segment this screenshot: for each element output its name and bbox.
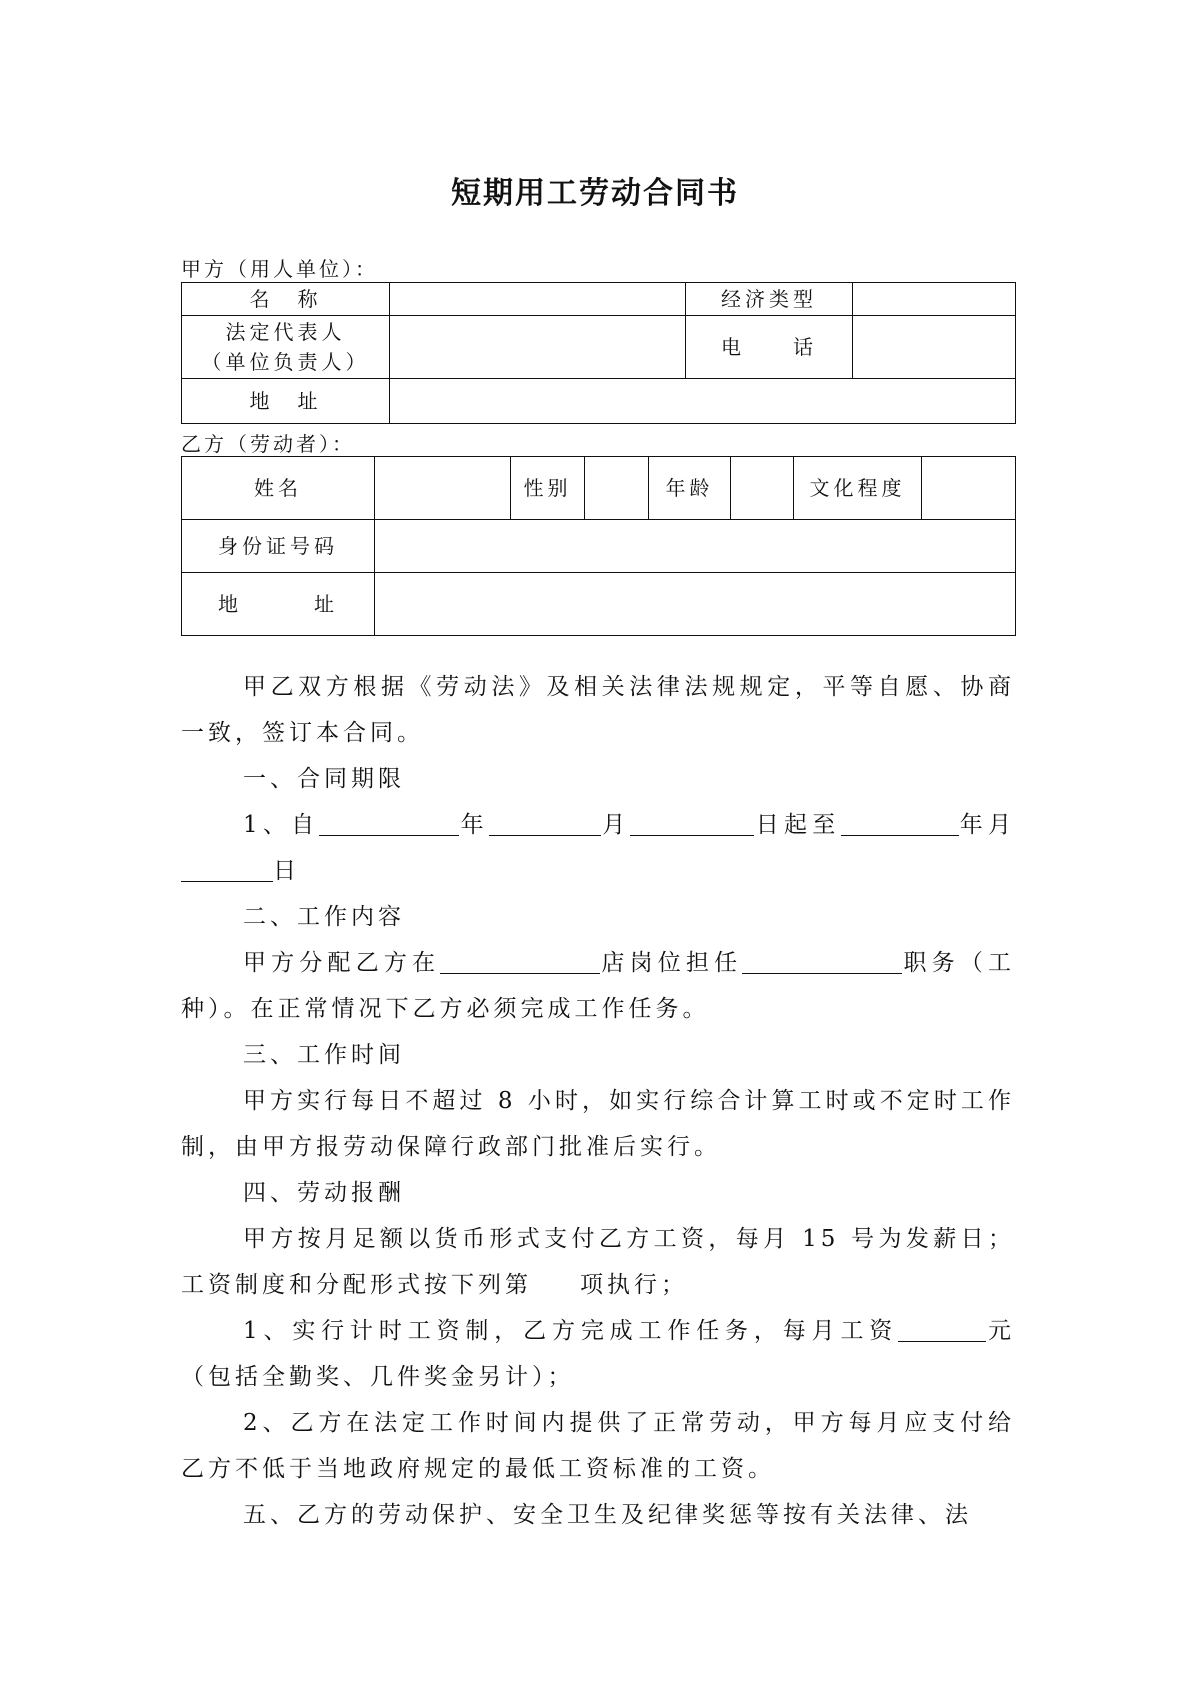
page-title: 短期用工劳动合同书	[451, 176, 739, 211]
party-a-econ-type-label: 经济类型	[686, 283, 853, 316]
section-1-term-paragraph: 1、自 年 月 日起至 年月日	[181, 802, 1015, 894]
section-2-title: 二、工作内容	[243, 904, 405, 930]
party-b-id-label: 身份证号码	[182, 520, 375, 573]
contract-body	[181, 664, 1015, 1538]
section-4-item-1: 1、实行计时工资制，乙方完成工作任务，每月工资 元（包括全勤奖、几件奖金另计）；	[181, 1308, 1015, 1400]
party-b-label: 乙方（劳动者）：	[181, 432, 355, 456]
party-b-address-field[interactable]	[375, 573, 1016, 636]
section-4-title: 四、劳动报酬	[243, 1180, 405, 1206]
section-3-title: 三、工作时间	[243, 1042, 405, 1068]
start-year-blank[interactable]	[319, 807, 459, 836]
party-b-age-field[interactable]	[731, 457, 794, 520]
monthly-wage-blank[interactable]	[898, 1313, 986, 1342]
party-a-phone-field[interactable]	[853, 316, 1016, 379]
party-a-econ-type-field[interactable]	[853, 283, 1016, 316]
party-b-address-label: 地 址	[182, 573, 375, 636]
intro-paragraph: 甲乙双方根据《劳动法》及相关法律法规规定，平等自愿、协商一致，签订本合同。	[181, 674, 1015, 746]
section-4-paragraph: 甲方按月足额以货币形式支付乙方工资，每月 15 号为发薪日；工资制度和分配形式按下列第 项执行；	[181, 1226, 1015, 1298]
end-year-blank[interactable]	[841, 807, 959, 836]
section-1-title: 一、合同期限	[243, 766, 405, 792]
section-2-paragraph: 甲方分配乙方在 店岗位担任 职务（工种）。在正常情况下乙方必须完成工作任务。	[181, 940, 1015, 1032]
party-a-phone-label: 电 话	[686, 316, 853, 379]
end-month-blank[interactable]	[181, 853, 273, 882]
party-b-education-label: 文化程度	[794, 457, 922, 520]
party-b-id-field[interactable]	[375, 520, 1016, 573]
section-4-item-2: 2、乙方在法定工作时间内提供了正常劳动，甲方每月应支付给乙方不低于当地政府规定的最低工资标准的工资。	[181, 1410, 1015, 1482]
party-a-name-label: 名 称	[182, 283, 390, 316]
party-b-name-field[interactable]	[375, 457, 511, 520]
party-a-legal-rep-label: 法定代表人 （单位负责人）	[182, 316, 390, 379]
party-a-label: 甲方（用人单位）：	[181, 257, 378, 281]
party-b-gender-field[interactable]	[585, 457, 649, 520]
party-a-address-label: 地 址	[182, 379, 390, 424]
section-3-paragraph: 甲方实行每日不超过 8 小时，如实行综合计算工时或不定时工作制，由甲方报劳动保障行政部门批准后实行。	[181, 1088, 1015, 1160]
party-b-gender-label: 性别	[511, 457, 585, 520]
party-a-legal-rep-field[interactable]	[390, 316, 686, 379]
party-b-age-label: 年龄	[649, 457, 731, 520]
start-day-blank[interactable]	[630, 807, 754, 836]
party-b-name-label: 姓名	[182, 457, 375, 520]
position-blank[interactable]	[742, 945, 902, 974]
section-5-paragraph: 五、乙方的劳动保护、安全卫生及纪律奖惩等按有关法律、法	[243, 1502, 972, 1528]
store-blank[interactable]	[440, 945, 600, 974]
party-a-address-field[interactable]	[390, 379, 1016, 424]
party-b-education-field[interactable]	[922, 457, 1016, 520]
party-a-name-field[interactable]	[390, 283, 686, 316]
party-b-table	[181, 456, 1016, 636]
party-a-table	[181, 282, 1016, 424]
start-month-blank[interactable]	[489, 807, 601, 836]
